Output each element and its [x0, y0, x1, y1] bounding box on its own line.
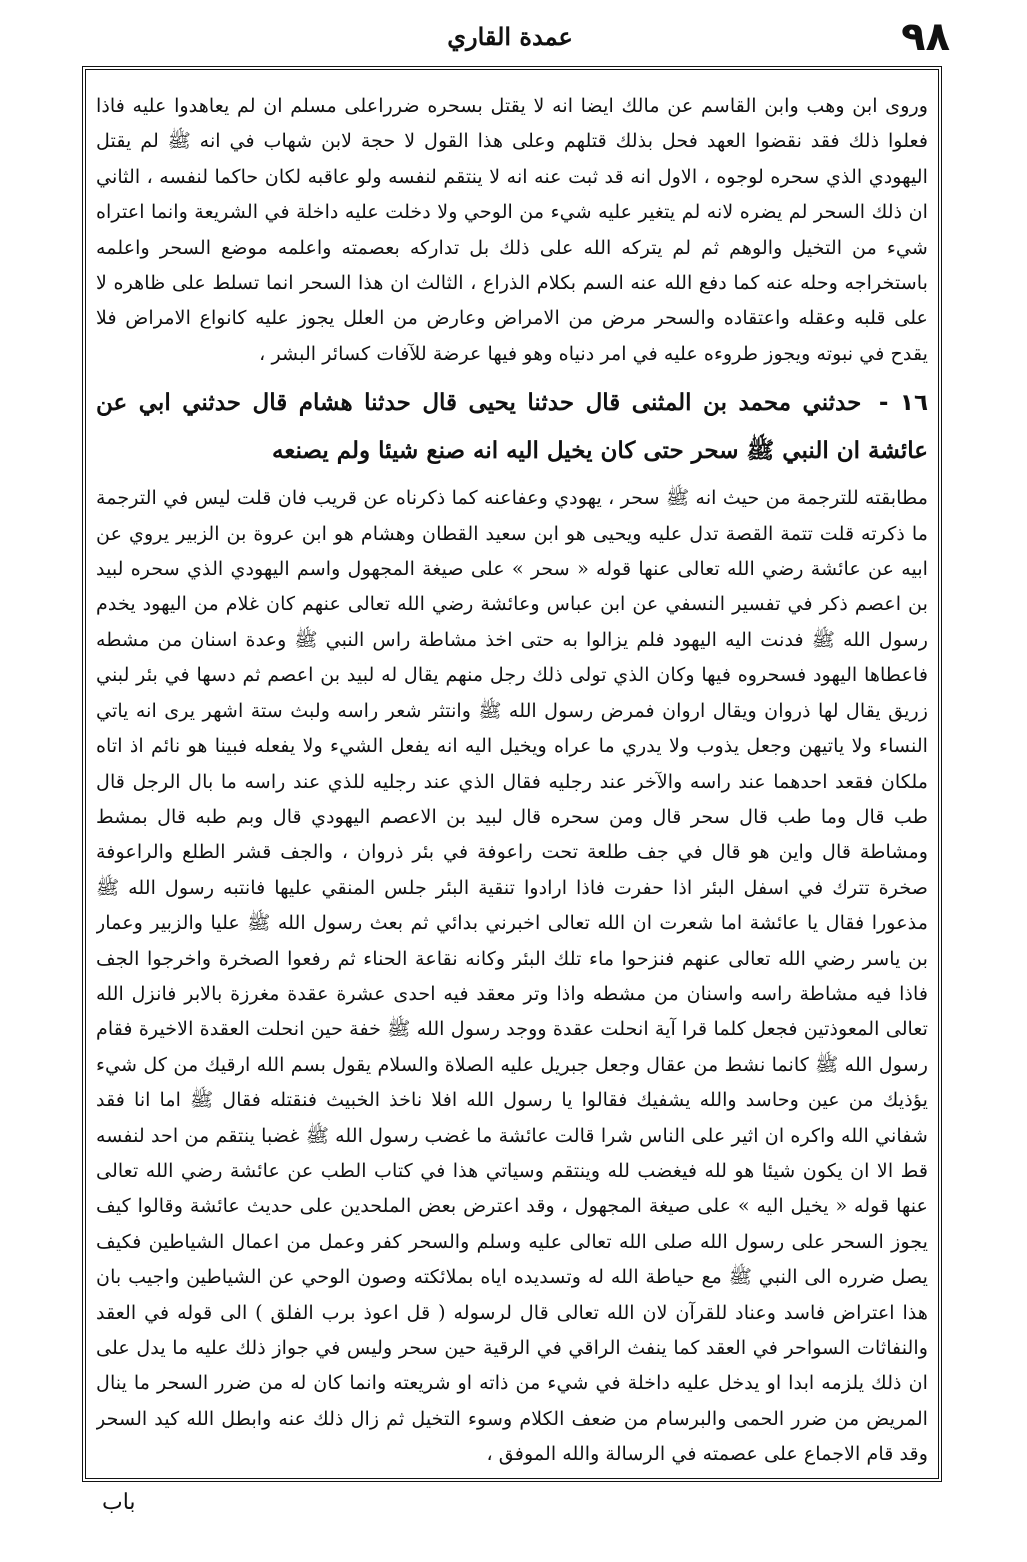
commentary-paragraph-1: وروى ابن وهب وابن القاسم عن مالك ايضا انه لا يقتل بسحره ضرراعلى مسلم ان لم يعاهدوا عليه فاذا فعلوا ذلك فقد نقضوا العهد فحل بذلك قتلهم وعلى هذا القول لا حجة لابن شهاب في انه ﷺ لم يقتل اليهودي الذي سحره لوجوه ، الاول انه قد ثبت عنه انه لا ينتقم لنفسه ولو عاقبه لكان حاكما لنفسه ، الثاني ان ذلك السحر لم يضره لانه لم يتغير عليه شيء من الوحي ولا دخلت عليه داخلة في الشريعة وانما اعتراه شيء من التخيل والوهم ثم لم يتركه الله على ذلك بل تداركه بعصمته واعلمه موضع السحر واعلمه باستخراجه وحله عنه كما دفع الله عنه السم بكلام الذراع ، الثالث ان هذا السحر انما تسلط على ظاهره لا على قلبه وعقله واعتقاده والسحر مرض من الامراض وعارض من العلل يجوز عليه كانواع الامراض فلا يقدح في نبوته ويجوز طروءه عليه في امر دنياه وهو فيها عرضة للآفات كسائر البشر ،: [96, 94, 928, 365]
commentary-paragraph-2: مطابقته للترجمة من حيث انه ﷺ سحر ، يهودي وعفاعنه كما ذكرناه عن قريب فان قلت ليس في الترجمة ما ذكرته قلت تتمة القصة تدل عليه ويحيى هو ابن سعيد القطان وهشام هو ابن عروة بن الزبير يروي عن ابيه عن عائشة رضي الله تعالى عنها قوله « سحر » على صيغة المجهول واسم اليهودي الذي سحره لبيد بن اعصم ذكر في تفسير النسفي عن ابن عباس وعائشة رضي الله تعالى عنهم كان غلام من اليهود يخدم رسول الله ﷺ فدنت اليه اليهود فلم يزالوا به حتى اخذ مشاطة راس النبي ﷺ وعدة اسنان من مشطه فاعطاها اليهود فسحروه فيها وكان الذي تولى ذلك رجل منهم يقال له لبيد بن اعصم ثم دسها في بئر لبني زريق يقال لها ذروان ويقال اروان فمرض رسول الله ﷺ وانتثر شعر راسه ولبث ستة اشهر يرى انه ياتي النساء ولا ياتيهن وجعل يذوب ولا يدري ما عراه ويخيل اليه انه يفعل الشيء ولا يفعله فبينا هو نائم اذ اتاه ملكان فقعد احدهما عند راسه والآخر عند رجليه فقال الذي عند رجليه للذي عند راسه ما بال الرجل قال طب قال وما طب قال سحر قال ومن سحره قال لبيد بن الاعصم اليهودي قال وبم طبه قال بمشط ومشاطة قال واين هو قال في جف طلعة تحت راعوفة في بئر ذروان ، والجف قشر الطلع والراعوفة صخرة تترك في اسفل البئر اذا حفرت فاذا ارادوا تنقية البئر جلس المنقي عليها فانتبه رسول الله ﷺ مذعورا فقال يا عائشة اما شعرت ان الله تعالى اخبرني بدائي ثم بعث رسول الله ﷺ عليا والزبير وعمار بن ياسر رضي الله تعالى عنهم فنزحوا ماء تلك البئر وكانه نقاعة الحناء ثم رفعوا الصخرة واخرجوا الجف فاذا فيه مشاطة راسه واسنان من مشطه واذا وتر معقد فيه احدى عشرة عقدة مغرزة بالابر فانزل الله تعالى المعوذتين فجعل كلما قرا آية انحلت عقدة ووجد رسول الله ﷺ خفة حين انحلت العقدة الاخيرة فقام رسول الله ﷺ كانما نشط من عقال وجعل جبريل عليه الصلاة والسلام يقول بسم الله ارقيك من كل شيء يؤذيك من عين وحاسد والله يشفيك فقالوا يا رسول الله افلا ناخذ الخبيث فنقتله فقال ﷺ اما انا فقد شفاني الله واكره ان اثير على الناس شرا قالت عائشة ما غضب رسول الله ﷺ غضبا ينتقم من احد لنفسه قط الا ان يكون شيئا هو لله فيغضب لله وينتقم وسياتي هذا في كتاب الطب عن عائشة رضي الله تعالى عنها قوله « يخيل اليه » على صيغة المجهول ، وقد اعترض بعض الملحدين على حديث عائشة وقالوا كيف يجوز السحر على رسول الله صلى الله تعالى عليه وسلم والسحر كفر وعمل من اعمال الشياطين فكيف يصل ضرره الى النبي ﷺ مع حياطة الله له وتسديده اياه بملائكته وصون الوحي عن الشياطين واجيب بان هذا اعتراض فاسد وعناد للقرآن لان الله تعالى قال لرسوله ( قل اعوذ برب الفلق ) الى قوله في العقد والنفاثات السواحر في العقد كما ينفث الراقي في الرقية حين سحر وليس في جواز ذلك عليه ما يدل على ان ذلك يلزمه ابدا او يدخل عليه داخلة في شيء من ذاته او شريعته وانما كان له من ضرر السحر ما ينال المريض من ضرر الحمى والبرسام من ضعف الكلام وسوء التخيل ثم زال ذلك عنه وابطل الله كيد السحر وقد قام الاجماع على عصمته في الرسالة والله الموفق ،: [96, 486, 928, 1466]
page-body: [96, 88, 928, 1468]
page-header: [70, 14, 950, 58]
running-title: عمدة القاري: [447, 22, 573, 51]
footer-catchword: باب: [102, 1490, 136, 1515]
hadith-text: حدثني محمد بن المثنى قال حدثنا يحيى قال حدثنا هشام قال حدثني ابي عن عائشة ان النبي ﷺ سحر حتى كان يخيل اليه انه صنع شيئا ولم يصنعه: [96, 389, 928, 465]
hadith-number: ١٦ -: [878, 390, 928, 417]
hadith-block: [96, 379, 928, 474]
page-number: ٩٨: [901, 14, 950, 60]
